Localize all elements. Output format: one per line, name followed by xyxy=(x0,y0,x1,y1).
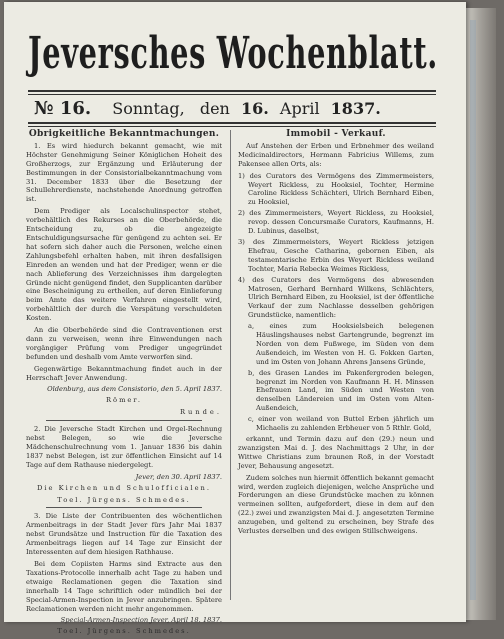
signature-name: Römer. xyxy=(106,396,142,405)
notice-paragraph: 1. Es wird hiedurch bekannt gemacht, wie mit Höchster Genehmigung Seiner Königlichen Hoheit des Großherzogs, zur Ergänzung und Erläuterung der Bestimmungen in der Consistorialbekanntmachung vom 31. December 1833 über die Besetzung der Schullehrerdienste, nachstehende Anordnung getroffen ist. xyxy=(26,141,222,204)
sub-list-item: c, einer von weiland von Buttel Erben jährlich um Michaelis zu zahlenden Erbheuer von 5 Rthlr. Gold, xyxy=(248,415,434,433)
notice-paragraph: An die Oberbehörde sind die Contraventionen erst dann zu verweisen, wenn ihre Einwendungen nach vorgängiger Prüfung vom Prediger ungegründet befunden und deshalb vom Amte verworfen sind. xyxy=(26,326,222,361)
list-item: 2) des Zimmermeisters, Weyert Rickless, zu Hooksiel, revop. dessen Concursmaße Curators, Kaufmanns, H. D. Lubinus, daselbst, xyxy=(238,209,434,236)
signature-org: Die Kirchen und Schulofficialen. xyxy=(37,483,211,492)
dateline-rule xyxy=(28,122,436,127)
column-divider xyxy=(230,130,231,600)
issue-dateline xyxy=(34,98,434,122)
notice-paragraph: Gegenwärtige Bekanntmachung findet auch in der Herrschaft Jever Anwendung. xyxy=(26,364,222,382)
notice-paragraph: Dem Prediger als Localschulinspector stehet, vorbehältlich des Rekurses an die Oberbehörde, die Entscheidung zu, ob die angezeigte Entschuldigungsursache für genügend zu achten sei. Er hat sofern sich daher auch die Personen, welche einen Zahlungsbefehl erhalten haben, mit ihren desfallsigen Einreden an wenden und hat der Prediger, wenn er die nach Ablieferung des Verzeichnisses ihm dargelegten Gründe nicht genügend findet, den Supplicanten darüber eine Bescheinigung zu ertheilen, auf deren Einlieferung beim Amte das weitere Verfahren eingestellt wird, vorbehältlich der durch die Verspätung verschuldeten Kosten. xyxy=(26,207,222,323)
list-item: 1) des Curators des Vermögens des Zimmermeisters, Weyert Rickless, zu Hooksiel, Tochter, Hermine Caroline Rickless Schächteri, Ulrich Bernhard Eiben, zu Hooksiel, xyxy=(238,171,434,207)
issue-date-prefix: den xyxy=(199,99,230,118)
list-item: 4) des Curators des Vermögens des abwesenden Matrosen, Gerhard Bernhard Wilkens, Schlächters, Ulrich Bernhard Eiben, zu Hooksiel, ist der öffentliche Verkauf der zum Nachlasse desselben gehörigen Grundstücke, namentlich: xyxy=(238,275,434,320)
section-rule xyxy=(46,420,202,421)
right-column xyxy=(238,130,434,539)
issue-number: № 16. xyxy=(34,98,92,119)
left-column xyxy=(26,130,222,639)
notice-paragraph: 3. Die Liste der Contribuenten des wöchentlichen Armenbeitrags in der Stadt Jever fürs Jahr Mai 1837 nebst Grundsätze und Instruction für die Taxation des Armenbeitrags liegen auf 14 Tage zur Einsicht der Interessenten auf dem hiesigen Rathhause. xyxy=(26,512,222,557)
sale-paragraph: erkannt, und Termin dazu auf den (29.) neun und zwanzigsten Mai d. J. des Nachmittags 2 Uhr, in der Wittwe Christians zum braunen Roß, in der Vorstadt Jever, Behausung angesetzt. xyxy=(238,435,434,470)
page-edge-shadow xyxy=(470,20,476,600)
section-rule xyxy=(46,507,202,508)
list-item: 3) des Zimmermeisters, Weyert Rickless jetzigen Ehefrau, Gesche Catharina, gebornen Eiben, als testamentarische Erbin des Weyert Rickless weiland Tochter, Maria Rebecka Weimes Rickless, xyxy=(238,237,434,273)
issue-month: April xyxy=(279,99,320,118)
masthead xyxy=(18,16,448,86)
sale-paragraph: Zudem solches nun hiermit öffentlich bekannt gemacht wird, werden zugleich diejenigen, welche Ansprüche und Forderungen an diese Grundstücke machen zu können vermeinen sollten, aufgefordert, diese in dem auf den (22.) zwei und zwanzigsten Mai d. J. angesetzten Termine anzugeben, und geltend zu erscheinen, bey Strafe des Verlustes derselben und des ewigen Stillschweigens. xyxy=(238,473,434,536)
right-column-heading: Immobil - Verkauf. xyxy=(286,129,386,139)
masthead-rule xyxy=(28,90,436,95)
sale-intro: Auf Anstehen der Erben und Erbnehmer des weiland Medicinaldirectors, Hermann Fabricius Willems, zum Pakensee allen Orts, als: xyxy=(238,141,434,168)
sub-list-item: a, eines zum Hooksielsbeich belegenen Häuslingshauses nebst Gartengrunde, begrenzt im Norden von dem Fußwege, im Süden von dem Außendeich, im Westen von H. G. Fokken Garten, und im Osten von Johann Ahrens Jansens Gründe, xyxy=(248,322,434,366)
issue-weekday: Sonntag, xyxy=(112,99,185,118)
issue-year: 1837. xyxy=(330,99,381,118)
sub-list-item: b, des Grasen Landes im Pakenfergroden belegen, begrenzt im Norden von Kaufmann H. H. Minssen Ehefrauen Land, im Süden und Westen von denselben Ländereien und im Osten vom Alten-Außendeich, xyxy=(248,368,434,413)
notice-signature: Jever, den 30. April 1837. xyxy=(135,472,222,481)
notice-paragraph: 2. Die Jeversche Stadt Kirchen und Orgel-Rechnung nebst Belegen, so wie die Jeversche Mädchenschulrechnung vom 1. Januar 1836 bis dahin 1837 nebst Belegen, ist zur öffentlichen Einsicht auf 14 Tage auf dem Rathause niedergelegt. xyxy=(26,425,222,469)
issue-day: 16. xyxy=(240,99,269,118)
masthead-title: Jeversches Wochenblatt. xyxy=(25,28,438,79)
notice-paragraph: Bei dem Copiisten Harms sind Extracte aus den Taxations-Protocolle innerhalb acht Tage zu haben und etwaige Reclamationen gegen die Taxation sind innerhalb 14 Tage schriftlich oder mündlich bei der Special-Armen-Inspection in Jever anzubringen. Spätere Reclamationen werden nicht mehr angenommen. xyxy=(26,559,222,613)
left-column-heading: Obrigkeitliche Bekanntmachungen. xyxy=(28,129,220,139)
notice-signature: Oldenburg, aus dem Consistorio, den 5. April 1837. xyxy=(47,385,222,394)
signature-name-right: Runde. xyxy=(179,408,222,417)
signature-names: Toel. Jürgens. Schmedes. xyxy=(57,495,191,504)
newspaper-page xyxy=(4,2,466,636)
notice-signature: Special-Armen-Inspection Jever, April 18. 1837. xyxy=(60,616,222,625)
signature-names: Toel. Jürgens. Schmedes. xyxy=(57,627,191,636)
